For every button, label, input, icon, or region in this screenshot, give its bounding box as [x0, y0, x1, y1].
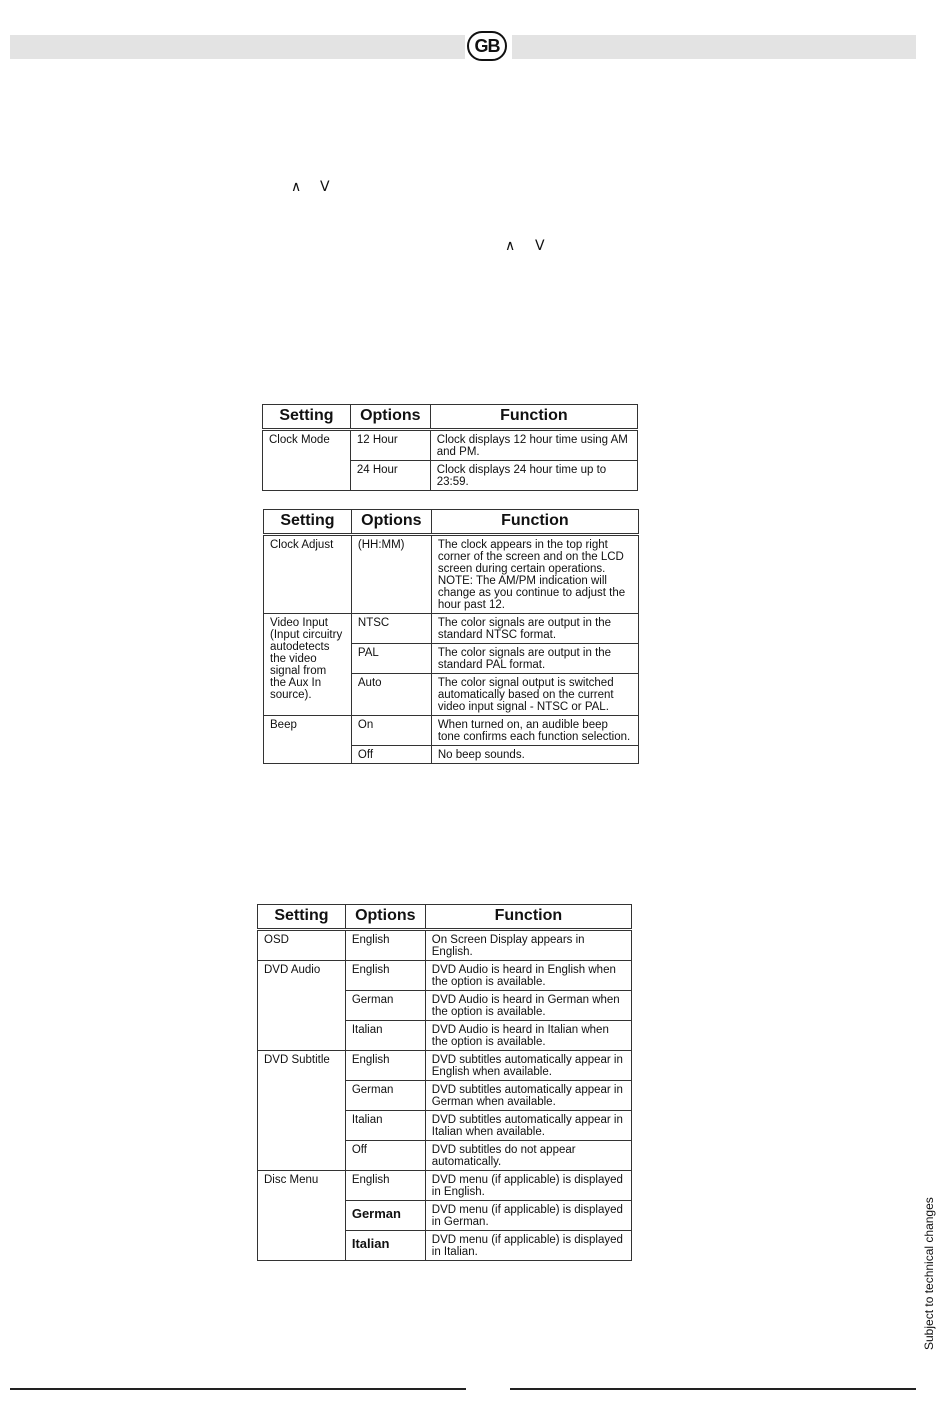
table-row: [258, 1051, 632, 1081]
function-cell: DVD Audio is heard in Italian when the option is available.: [425, 1021, 631, 1051]
setting-cell: DVD Subtitle: [258, 1051, 346, 1171]
up-arrow-icon: ∧: [505, 238, 516, 254]
option-cell: Auto: [351, 674, 431, 716]
setting-cell: OSD: [258, 930, 346, 961]
option-cell: English: [345, 1051, 425, 1081]
setting-cell: Video Input (Input circuitry autodetects the video signal from the Aux In source).: [264, 614, 352, 716]
language-table: [257, 904, 632, 1261]
table-row: [263, 430, 638, 461]
header-function: Function: [431, 510, 638, 535]
header-setting: Setting: [264, 510, 352, 535]
function-cell: DVD subtitles automatically appear in German when available.: [425, 1081, 631, 1111]
option-cell: 12 Hour: [350, 430, 430, 461]
option-cell: Italian: [345, 1231, 425, 1261]
setting-cell: Beep: [264, 716, 352, 764]
function-cell: DVD Audio is heard in German when the option is available.: [425, 991, 631, 1021]
option-cell: English: [345, 961, 425, 991]
function-cell: When turned on, an audible beep tone confirms each function selection.: [431, 716, 638, 746]
function-cell: No beep sounds.: [431, 746, 638, 764]
function-cell: The clock appears in the top right corner of the screen and on the LCD screen during certain operations. NOTE: The AM/PM indication will change as you continue to adjust the hour past 12.: [431, 535, 638, 614]
function-cell: Clock displays 12 hour time using AM and PM.: [430, 430, 637, 461]
setting-cell: Clock Adjust: [264, 535, 352, 614]
table-row: [258, 1171, 632, 1201]
up-arrow-icon: ∧: [291, 179, 302, 195]
option-cell: German: [345, 1081, 425, 1111]
function-cell: DVD menu (if applicable) is displayed in German.: [425, 1201, 631, 1231]
option-cell: German: [345, 1201, 425, 1231]
function-cell: DVD menu (if applicable) is displayed in English.: [425, 1171, 631, 1201]
option-cell: German: [345, 991, 425, 1021]
option-cell: English: [345, 1171, 425, 1201]
setup-table: [263, 509, 639, 764]
function-cell: The color signals are output in the standard PAL format.: [431, 644, 638, 674]
header-function: Function: [430, 405, 637, 430]
function-cell: DVD Audio is heard in English when the option is available.: [425, 961, 631, 991]
setting-cell: Disc Menu: [258, 1171, 346, 1261]
table-row: [258, 961, 632, 991]
header-bar-right: [512, 35, 916, 59]
option-cell: PAL: [351, 644, 431, 674]
header-setting: Setting: [263, 405, 351, 430]
down-arrow-icon: V: [320, 179, 330, 195]
setting-cell: Clock Mode: [263, 430, 351, 491]
function-cell: Clock displays 24 hour time up to 23:59.: [430, 461, 637, 491]
clock-mode-table: [262, 404, 638, 491]
header-function: Function: [425, 905, 631, 930]
function-cell: The color signals are output in the standard NTSC format.: [431, 614, 638, 644]
header-options: Options: [345, 905, 425, 930]
option-cell: Off: [351, 746, 431, 764]
function-cell: DVD menu (if applicable) is displayed in Italian.: [425, 1231, 631, 1261]
footer-line-left: [10, 1388, 466, 1390]
option-cell: NTSC: [351, 614, 431, 644]
function-cell: DVD subtitles automatically appear in Italian when available.: [425, 1111, 631, 1141]
option-cell: Off: [345, 1141, 425, 1171]
header-bar-left: [10, 35, 465, 59]
function-cell: DVD subtitles do not appear automatically.: [425, 1141, 631, 1171]
footer-line-right: [510, 1388, 916, 1390]
table-row: [264, 614, 639, 644]
header-setting: Setting: [258, 905, 346, 930]
option-cell: On: [351, 716, 431, 746]
table-row: [264, 535, 639, 614]
option-cell: Italian: [345, 1111, 425, 1141]
option-cell: Italian: [345, 1021, 425, 1051]
function-cell: DVD subtitles automatically appear in English when available.: [425, 1051, 631, 1081]
down-arrow-icon: V: [535, 238, 545, 254]
side-note: Subject to technical changes: [922, 1197, 936, 1350]
language-badge: GB: [467, 31, 507, 61]
function-cell: The color signal output is switched automatically based on the current video input signal - NTSC or PAL.: [431, 674, 638, 716]
table-row: [258, 930, 632, 961]
header-options: Options: [351, 510, 431, 535]
header-options: Options: [350, 405, 430, 430]
option-cell: English: [345, 930, 425, 961]
setting-cell: DVD Audio: [258, 961, 346, 1051]
option-cell: (HH:MM): [351, 535, 431, 614]
table-row: [264, 716, 639, 746]
option-cell: 24 Hour: [350, 461, 430, 491]
function-cell: On Screen Display appears in English.: [425, 930, 631, 961]
